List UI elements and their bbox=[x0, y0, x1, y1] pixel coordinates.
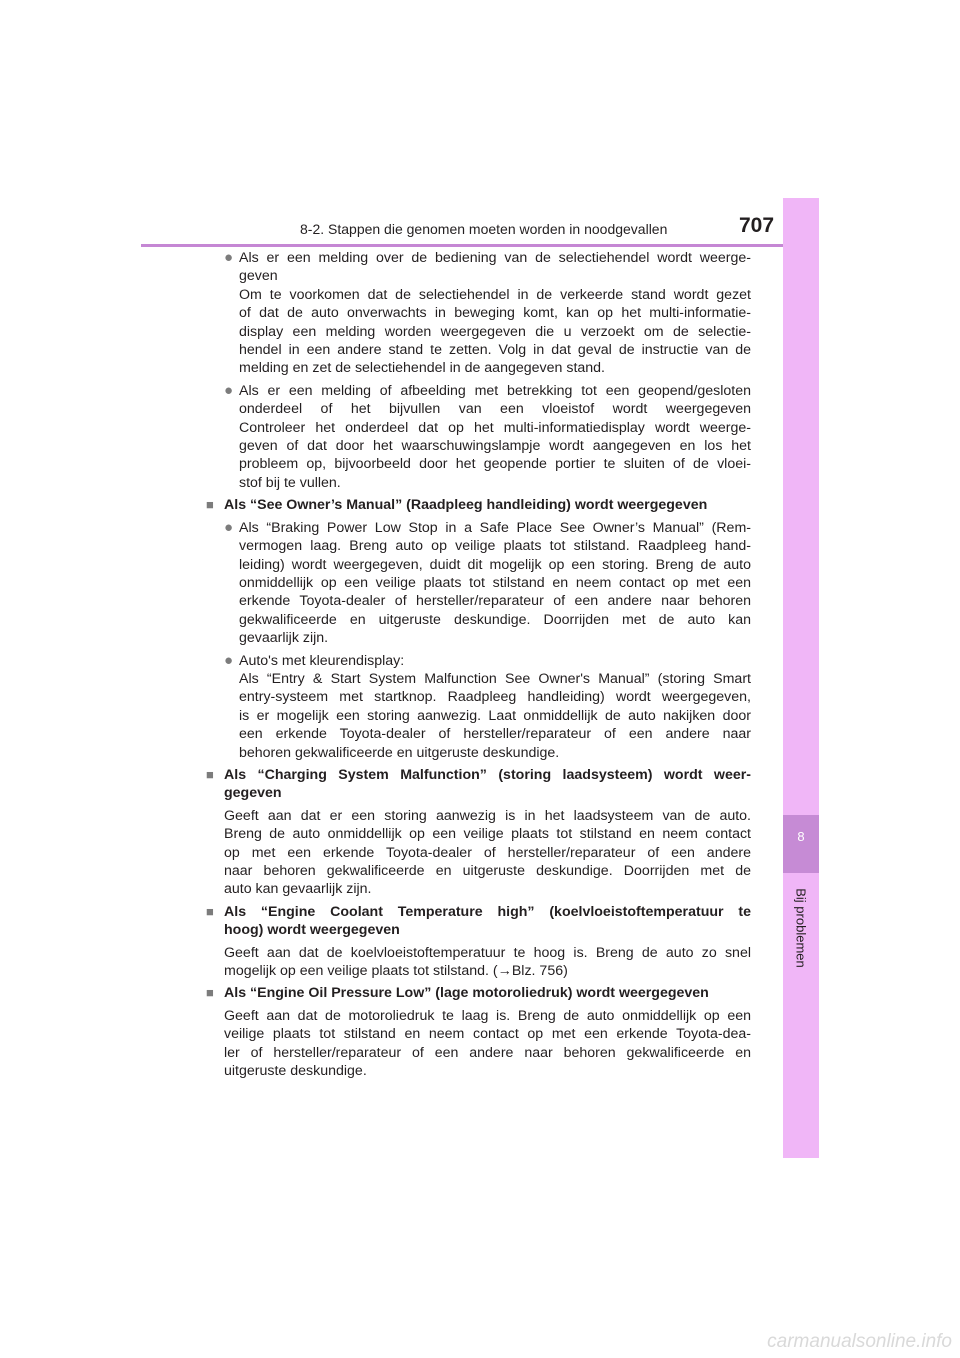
section-marker: ■ bbox=[206, 766, 214, 782]
bullet-item bbox=[206, 249, 751, 378]
section-marker: ■ bbox=[206, 497, 214, 513]
chapter-number: 8 bbox=[797, 829, 805, 844]
section-item bbox=[206, 766, 751, 803]
text-line: hendel in een andere stand te zetten. Volg in dat geval de instructie van de bbox=[239, 342, 751, 359]
running-header: 8-2. Stappen die genomen moeten worden in noodgevallen bbox=[300, 221, 668, 237]
text-line: display een melding worden weergegeven die u verzoekt om de selectie- bbox=[239, 323, 751, 340]
bullet-marker: ● bbox=[224, 651, 234, 669]
text-line: onderdeel of het bijvullen van een vloeistof wordt weergegeven bbox=[239, 401, 751, 418]
text-line: geven bbox=[239, 268, 278, 285]
text-line: Als “Entry & Start System Malfunction See Owner's Manual” (storing Smart bbox=[239, 670, 751, 687]
text-line: veilige plaats tot stilstand en neem contact op met een erkende Toyota-dea- bbox=[224, 1026, 751, 1043]
text-line: geven of dat door het waarschuwingslampje wordt aangegeven en los het bbox=[239, 438, 751, 455]
text-line: Als “Engine Coolant Temperature high” (koelvloeistoftemperatuur te bbox=[224, 903, 751, 920]
chapter-label: Bij problemen bbox=[793, 888, 809, 968]
text-line: Als “Charging System Malfunction” (storing laadsysteem) wordt weer- bbox=[224, 766, 751, 783]
section-marker: ■ bbox=[206, 985, 214, 1001]
page-content bbox=[206, 249, 751, 1084]
bullet-body bbox=[239, 652, 751, 762]
text-line: entry-systeem met startknop. Raadpleeg handleiding) wordt weergegeven, bbox=[239, 689, 751, 706]
text-line: Als “See Owner’s Manual” (Raadpleeg handleiding) wordt weergegeven bbox=[224, 497, 708, 514]
text-line: Auto's met kleurendisplay: bbox=[239, 652, 405, 669]
text-line: gekwalificeerde en uitgeruste deskundige. Doorrijden met de auto kan bbox=[239, 611, 751, 628]
text-line: auto kan gevaarlijk zijn. bbox=[224, 881, 372, 898]
section-item bbox=[206, 903, 751, 940]
text-line: leiding) wordt weergegeven, duidt dit mogelijk op een storing. Breng de auto bbox=[239, 556, 751, 573]
bullet-marker: ● bbox=[224, 249, 234, 266]
watermark: carmanualsonline.info bbox=[767, 1331, 952, 1352]
bullet-body bbox=[239, 249, 751, 378]
text-line: Controleer het onderdeel dat op het multi-informatiedisplay wordt weerge- bbox=[239, 419, 751, 436]
bullet-marker: ● bbox=[224, 381, 234, 399]
text-line: stof bij te vullen. bbox=[239, 474, 341, 491]
bullet-item bbox=[206, 519, 751, 648]
text-line: is er mogelijk een storing aanwezig. Laat onmiddellijk de auto nakijken door bbox=[239, 707, 751, 724]
text-line: Om te voorkomen dat de selectiehendel in de verkeerde stand wordt gezet bbox=[239, 286, 751, 303]
section-paragraph bbox=[224, 1007, 751, 1081]
chapter-tab bbox=[783, 198, 819, 1158]
text-line: Als er een melding of afbeelding met betrekking tot een geopend/gesloten bbox=[239, 382, 751, 399]
text-line: hoog) wordt weergegeven bbox=[224, 922, 400, 939]
chapter-number-box bbox=[783, 815, 819, 873]
text-line: Als “Braking Power Low Stop in a Safe Place See Owner’s Manual” (Rem- bbox=[239, 519, 751, 536]
section-paragraph bbox=[224, 944, 751, 981]
text-line: melding en zet de selectiehendel in de aangegeven stand. bbox=[239, 360, 605, 377]
section-marker: ■ bbox=[206, 903, 214, 919]
text-line: erkende Toyota-dealer of hersteller/reparateur of een andere naar behoren bbox=[239, 593, 751, 610]
page-number: 707 bbox=[739, 214, 775, 237]
header-rule bbox=[141, 244, 819, 247]
bullet-item bbox=[206, 652, 751, 762]
bullet-marker: ● bbox=[224, 518, 234, 536]
text-line: een erkende Toyota-dealer of hersteller/reparateur of een andere naar bbox=[239, 726, 751, 743]
text-line: Als er een melding over de bediening van de selectiehendel wordt weerge- bbox=[239, 250, 751, 266]
text-line: of dat de auto onverwachts in beweging komt, kan op het multi-informatie- bbox=[239, 305, 751, 322]
text-line: behoren gekwalificeerde en uitgeruste deskundige. bbox=[239, 744, 560, 761]
bullet-body bbox=[239, 519, 751, 648]
section-paragraph bbox=[224, 807, 751, 899]
text-line: op met een erkende Toyota-dealer of hersteller/reparateur of een andere bbox=[224, 844, 751, 861]
text-line: Breng de auto onmiddellijk op een veilige plaats tot stilstand en neem contact bbox=[224, 826, 751, 843]
text-line: probleem op, bijvoorbeeld door het geopende portier te sluiten of de vloei- bbox=[239, 456, 751, 473]
section-item bbox=[206, 496, 751, 514]
section-heading bbox=[224, 984, 751, 1002]
text-line: gevaarlijk zijn. bbox=[239, 630, 329, 647]
text-line: vermogen laag. Breng auto op veilige plaats tot stilstand. Raadpleeg hand- bbox=[239, 538, 751, 555]
bullet-item bbox=[206, 382, 751, 492]
chapter-label-wrapper bbox=[783, 873, 819, 983]
text-line: gegeven bbox=[224, 785, 282, 802]
text-line: ler of hersteller/reparateur of een andere naar behoren gekwalificeerde en bbox=[224, 1044, 751, 1061]
text-line: Geeft aan dat er een storing aanwezig is in het laadsysteem van de auto. bbox=[224, 807, 751, 824]
bullet-body bbox=[239, 382, 751, 492]
text-line: mogelijk op een veilige plaats tot stilstand. (→Blz. 756) bbox=[224, 963, 568, 980]
text-line: Als “Engine Oil Pressure Low” (lage motoroliedruk) wordt weergegeven bbox=[224, 985, 709, 1002]
text-line: naar behoren gekwalificeerde en uitgeruste deskundige. Doorrijden met de bbox=[224, 863, 751, 879]
section-heading bbox=[224, 496, 751, 514]
text-line: Geeft aan dat de motoroliedruk te laag is. Breng de auto onmiddellijk op een bbox=[224, 1007, 751, 1024]
text-line: onmiddellijk op een veilige plaats tot stilstand en neem contact op met een bbox=[239, 574, 751, 591]
section-item bbox=[206, 984, 751, 1002]
section-heading bbox=[224, 766, 751, 803]
text-line: Geeft aan dat de koelvloeistoftemperatuur te hoog is. Breng de auto zo snel bbox=[224, 944, 751, 961]
section-heading bbox=[224, 903, 751, 940]
text-line: uitgeruste deskundige. bbox=[224, 1063, 367, 1080]
